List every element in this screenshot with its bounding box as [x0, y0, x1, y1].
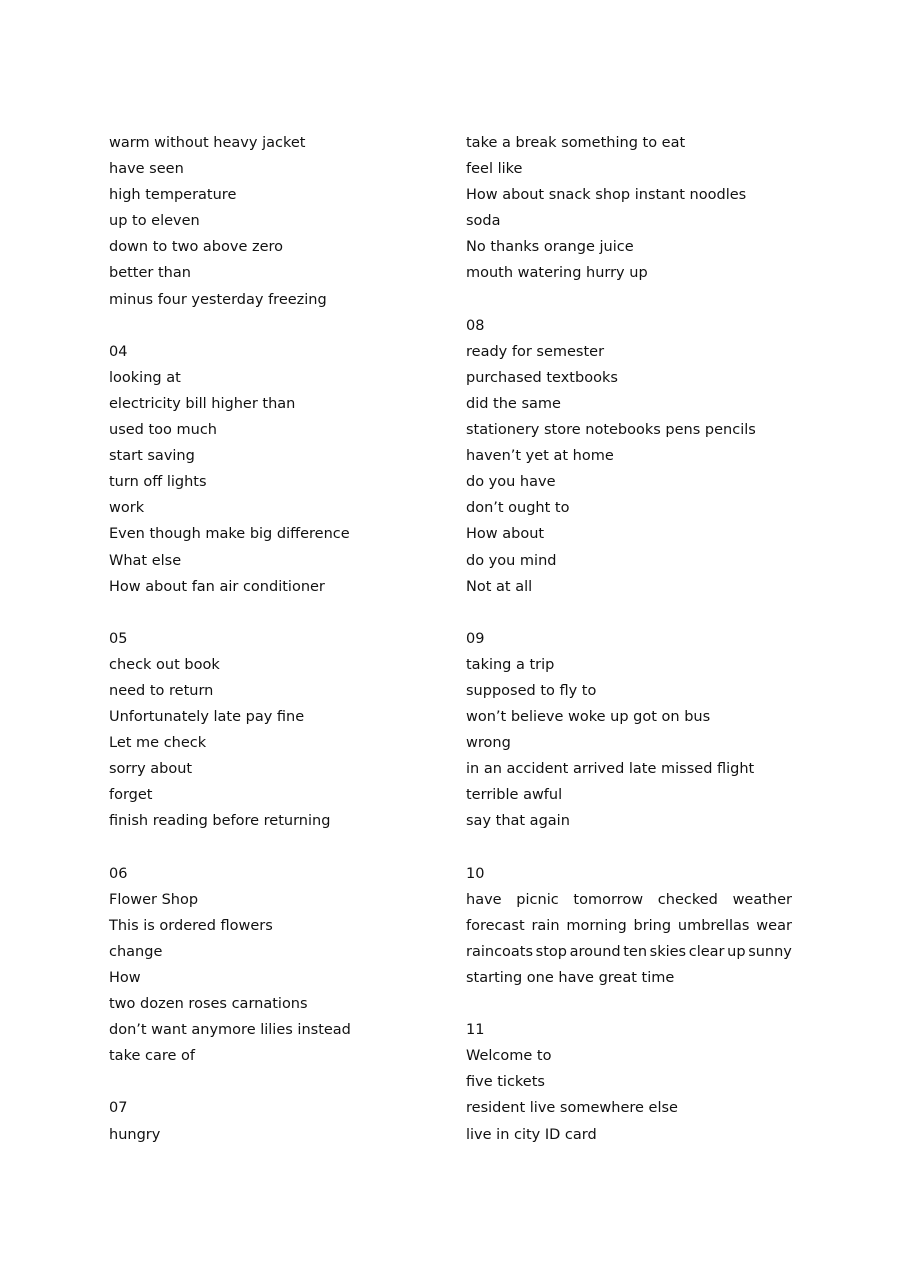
text-line: supposed to fly to	[466, 682, 597, 699]
word: morning	[566, 917, 627, 934]
text-line: taking a trip	[466, 656, 555, 673]
block-continued	[466, 130, 792, 287]
word: have	[466, 891, 502, 908]
text-line: have seen	[109, 161, 184, 178]
word: tomorrow	[573, 891, 644, 908]
word: up	[727, 943, 746, 960]
text-line: Unfortunately late pay fine	[109, 709, 305, 726]
block-gap	[109, 1069, 439, 1095]
block-04	[109, 339, 439, 600]
block-gap	[466, 600, 792, 626]
text-line: five tickets	[466, 1074, 545, 1091]
text-line: looking at	[109, 369, 181, 386]
text-line: change	[109, 943, 163, 960]
text-line: take a break something to eat	[466, 135, 686, 151]
word: rain	[531, 917, 560, 934]
word: skies	[649, 943, 687, 960]
text-line: better than	[109, 265, 191, 282]
text-line: hungry	[109, 1126, 161, 1143]
text-line: up to eleven	[109, 213, 200, 230]
text-line: in an accident arrived late missed flight	[466, 761, 755, 778]
text-line: Welcome to	[466, 1048, 552, 1065]
section-number: 08	[466, 317, 485, 334]
word: around	[569, 943, 621, 960]
text-line: This is ordered flowers	[109, 917, 273, 934]
text-line: mouth watering hurry up	[466, 265, 648, 282]
text-line: high temperature	[109, 187, 237, 204]
block-11	[466, 1017, 792, 1147]
word: stop	[535, 943, 567, 960]
text-line: don’t ought to	[466, 500, 570, 517]
text-line: sorry about	[109, 761, 193, 778]
text-line: No thanks orange juice	[466, 239, 634, 256]
block-06	[109, 861, 439, 1070]
text-line: haven’t yet at home	[466, 448, 614, 465]
text-line: take care of	[109, 1048, 195, 1065]
text-line: Let me check	[109, 735, 207, 752]
section-number: 05	[109, 630, 128, 647]
left-column	[109, 130, 439, 1148]
word: sunny	[748, 943, 792, 960]
section-number: 06	[109, 865, 128, 882]
text-line: won’t believe woke up got on bus	[466, 709, 711, 726]
word: forecast	[466, 917, 525, 934]
section-number: 11	[466, 1022, 485, 1039]
word: raincoats	[466, 943, 534, 960]
text-line: Even though make big difference	[109, 526, 350, 543]
text-line: ready for semester	[466, 343, 605, 360]
block-gap	[109, 313, 439, 339]
block-gap	[109, 600, 439, 626]
block-gap	[466, 835, 792, 861]
text-line: wrong	[466, 735, 511, 752]
block-gap	[466, 991, 792, 1017]
text-line: How about	[466, 526, 545, 543]
text-line: soda	[466, 213, 501, 230]
text-line: two dozen roses carnations	[109, 996, 308, 1013]
text-line: electricity bill higher than	[109, 395, 296, 412]
block-gap	[466, 287, 792, 313]
text-line: How about fan air conditioner	[109, 578, 325, 595]
section-number: 07	[109, 1100, 128, 1117]
text-line: live in city ID card	[466, 1126, 597, 1143]
text-line: minus four yesterday freezing	[109, 291, 327, 308]
block-08	[466, 313, 792, 600]
justified-line	[466, 939, 792, 965]
word: umbrellas	[677, 917, 750, 934]
block-10	[466, 861, 792, 991]
text-line: do you have	[466, 474, 556, 491]
text-line: don’t want anymore lilies instead	[109, 1022, 351, 1039]
block-gap	[109, 835, 439, 861]
text-line: turn off lights	[109, 474, 207, 491]
text-line: How	[109, 970, 141, 986]
section-number: 09	[466, 630, 485, 647]
text-line: resident live somewhere else	[466, 1100, 678, 1117]
text-line: start saving	[109, 448, 195, 465]
block-05	[109, 626, 439, 835]
section-number: 04	[109, 343, 128, 360]
text-line: What else	[109, 552, 182, 569]
block-07	[109, 1095, 439, 1147]
text-line: finish reading before returning	[109, 813, 331, 830]
text-line: work	[109, 500, 145, 517]
block-continued	[109, 130, 439, 313]
justified-line	[466, 913, 792, 939]
justified-line	[466, 887, 792, 913]
word: picnic	[516, 891, 559, 908]
text-line: say that again	[466, 813, 570, 830]
word: weather	[732, 891, 792, 908]
text-line: stationery store notebooks pens pencils	[466, 422, 756, 439]
word: checked	[657, 891, 718, 908]
word: wear	[756, 917, 792, 934]
text-line: need to return	[109, 682, 214, 699]
text-line: did the same	[466, 395, 561, 412]
text-line: starting one have great time	[466, 970, 675, 986]
text-line: used too much	[109, 422, 217, 439]
text-line: terrible awful	[466, 787, 563, 804]
text-line: warm without heavy jacket	[109, 135, 306, 151]
text-line: do you mind	[466, 552, 557, 569]
right-column	[466, 130, 792, 1148]
text-line: feel like	[466, 161, 523, 178]
text-line: purchased textbooks	[466, 369, 618, 386]
section-number: 10	[466, 865, 485, 882]
block-09	[466, 626, 792, 835]
text-line: Not at all	[466, 578, 533, 595]
word: ten	[623, 943, 648, 960]
text-line: down to two above zero	[109, 239, 284, 256]
word: bring	[633, 917, 672, 934]
text-line: How about snack shop instant noodles	[466, 187, 747, 204]
text-line: forget	[109, 787, 153, 804]
word: clear	[688, 943, 725, 960]
text-line: Flower Shop	[109, 891, 199, 908]
text-line: check out book	[109, 656, 220, 673]
